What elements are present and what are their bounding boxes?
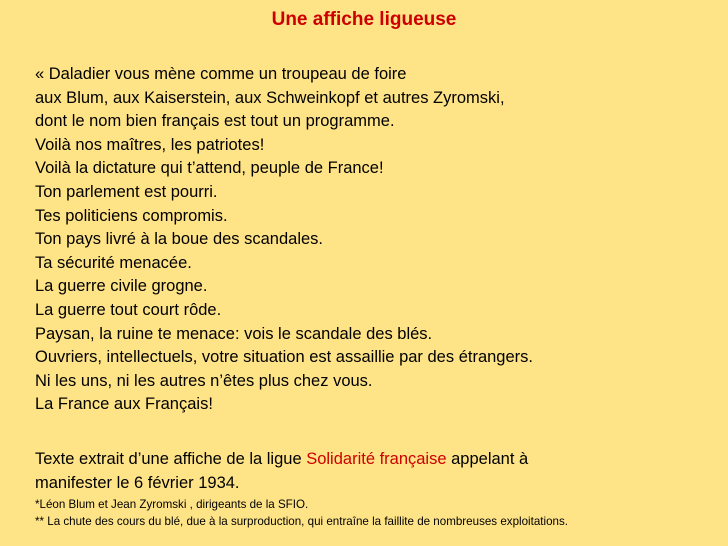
quote-line: Ni les uns, ni les autres n’êtes plus chez vous. (35, 371, 373, 390)
quote-line: La France aux Français! (35, 395, 213, 414)
quote-line: Ton parlement est pourri. (35, 182, 218, 201)
quote-line: dont le nom bien français est tout un programme. (35, 112, 395, 131)
quote-line: aux Blum, aux Kaiserstein, aux Schweinkopf et autres Zyromski, (35, 88, 505, 107)
poster-quote (35, 63, 725, 417)
quote-line: La guerre tout court rôde. (35, 300, 222, 319)
source-text-after: appelant à (446, 450, 529, 468)
quote-line: La guerre civile grogne. (35, 277, 208, 296)
quote-line: Voilà nos maîtres, les patriotes! (35, 135, 265, 154)
footnote: ** La chute des cours du blé, due à la surproduction, qui entraîne la faillite de nombreuses exploitations. (35, 515, 569, 528)
source-line-2: manifester le 6 février 1934. (35, 473, 240, 492)
footnote: *Léon Blum et Jean Zyromski , dirigeants de la SFIO. (35, 498, 309, 511)
source-caption (35, 448, 725, 495)
footnotes (35, 496, 725, 530)
quote-line: Ton pays livré à la boue des scandales. (35, 230, 324, 249)
quote-line: Paysan, la ruine te menace: vois le scandale des blés. (35, 324, 433, 343)
league-name: Solidarité française (306, 450, 447, 468)
source-line-1 (35, 448, 725, 472)
slide-title: Une affiche ligueuse (271, 9, 457, 30)
quote-line: Ta sécurité menacée. (35, 253, 192, 272)
source-text-before: Texte extrait d’une affiche de la ligue (35, 450, 307, 468)
quote-line: Voilà la dictature qui t’attend, peuple de France! (35, 159, 384, 178)
quote-line: Ouvriers, intellectuels, votre situation est assaillie par des étrangers. (35, 348, 533, 367)
quote-line: « Daladier vous mène comme un troupeau de foire (35, 65, 407, 83)
quote-line: Tes politiciens compromis. (35, 206, 228, 225)
